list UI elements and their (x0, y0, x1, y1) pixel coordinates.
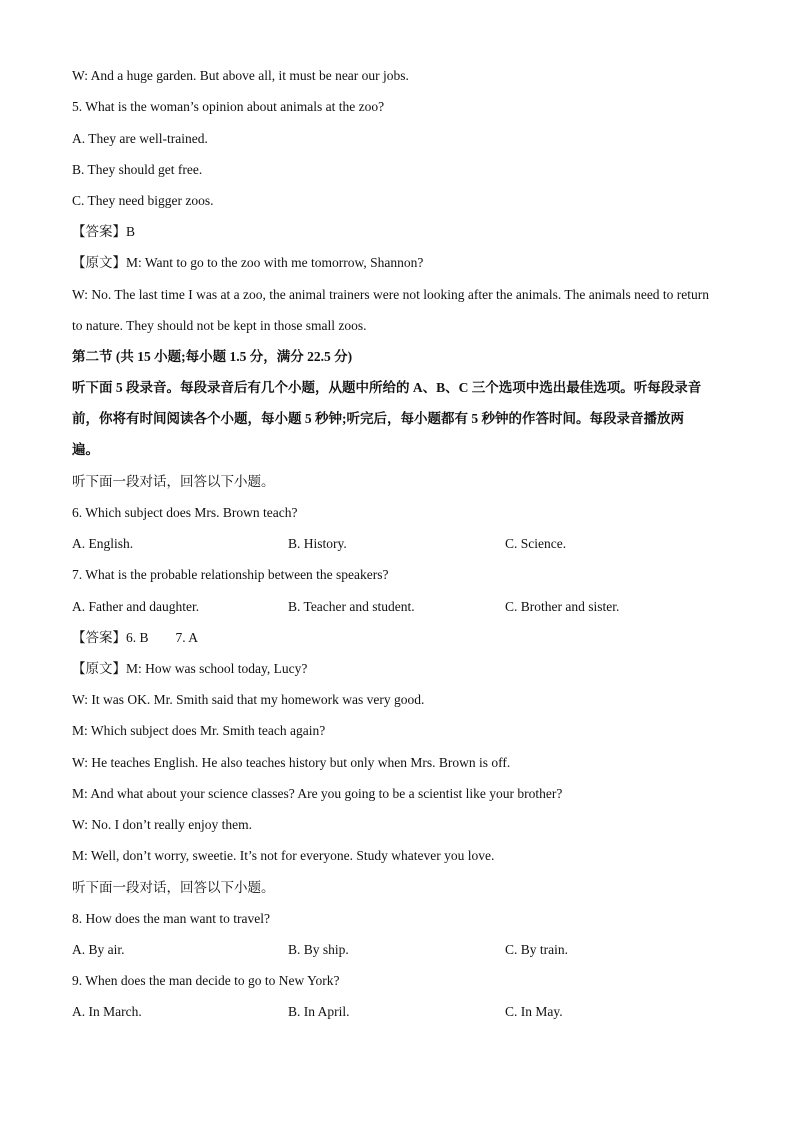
q7-option-b: B. Teacher and student. (288, 599, 415, 614)
transcript-line: W: No. I don’t really enjoy them. (72, 817, 252, 832)
transcript-line: W: It was OK. Mr. Smith said that my homework was very good. (72, 692, 425, 707)
answer-5: 【答案】B (72, 224, 136, 239)
q7-option-c: C. Brother and sister. (505, 599, 620, 614)
answer-6-7: 【答案】6. B 7. A (72, 630, 199, 645)
transcript-line: W: He teaches English. He also teaches history but only when Mrs. Brown is off. (72, 755, 511, 770)
dialogue-line: W: And a huge garden. But above all, it must be near our jobs. (72, 68, 409, 83)
question-6: 6. Which subject does Mrs. Brown teach? (72, 505, 298, 520)
q9-option-c: C. In May. (505, 1004, 563, 1019)
transcript-line: W: No. The last time I was at a zoo, the animal trainers were not looking after the animals. The animals need to return (72, 287, 710, 302)
q5-option-c: C. They need bigger zoos. (72, 193, 214, 208)
question-9: 9. When does the man decide to go to New York? (72, 973, 340, 988)
q6-option-b: B. History. (288, 536, 347, 551)
q6-option-a: A. English. (72, 536, 134, 551)
transcript-line: M: Which subject does Mr. Smith teach again? (72, 723, 326, 738)
q9-option-a: A. In March. (72, 1004, 142, 1019)
dialogue-intro: 听下面一段对话，回答以下小题。 (72, 474, 275, 489)
q8-option-c: C. By train. (505, 942, 568, 957)
q9-option-b: B. In April. (288, 1004, 350, 1019)
transcript-line: M: Well, don’t worry, sweetie. It’s not for everyone. Study whatever you love. (72, 848, 495, 863)
dialogue-intro: 听下面一段对话，回答以下小题。 (72, 880, 275, 895)
question-7: 7. What is the probable relationship between the speakers? (72, 567, 389, 582)
q8-option-a: A. By air. (72, 942, 125, 957)
transcript-line: 【原文】M: Want to go to the zoo with me tomorrow, Shannon? (72, 255, 424, 270)
section-instructions: 听下面 5 段录音。每段录音后有几个小题，从题中所给的 A、B、C 三个选项中选出最佳选项。听每段录音 (72, 380, 702, 395)
transcript-line: to nature. They should not be kept in those small zoos. (72, 318, 367, 333)
q7-option-a: A. Father and daughter. (72, 599, 200, 614)
section-instructions: 遍。 (72, 442, 99, 457)
question-5: 5. What is the woman’s opinion about animals at the zoo? (72, 99, 385, 114)
section-heading: 第二节 (共 15 小题;每小题 1.5 分，满分 22.5 分) (72, 349, 353, 364)
transcript-line: M: And what about your science classes? Are you going to be a scientist like your brother? (72, 786, 563, 801)
section-instructions: 前，你将有时间阅读各个小题，每小题 5 秒钟;听完后，每小题都有 5 秒钟的作答时间。每段录音播放两 (72, 411, 684, 426)
question-8: 8. How does the man want to travel? (72, 911, 270, 926)
q5-option-a: A. They are well-trained. (72, 131, 208, 146)
q6-option-c: C. Science. (505, 536, 567, 551)
q8-option-b: B. By ship. (288, 942, 349, 957)
q5-option-b: B. They should get free. (72, 162, 203, 177)
transcript-line: 【原文】M: How was school today, Lucy? (72, 661, 308, 676)
